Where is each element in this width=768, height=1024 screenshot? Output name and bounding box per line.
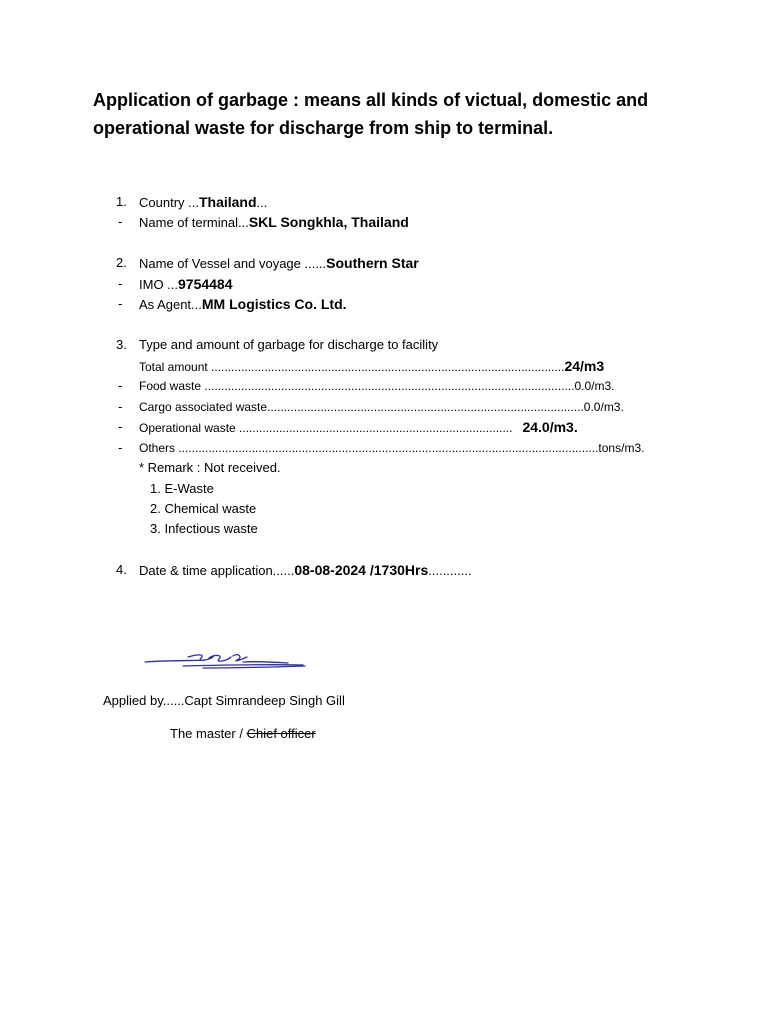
section-3-number: 3. (116, 337, 127, 352)
date-time-value: 08-08-2024 /1730Hrs (294, 562, 429, 578)
others-line: Others ..............................................................................................................................tons/m3. (139, 441, 645, 455)
dash-marker: - (118, 214, 123, 229)
signature-image (143, 648, 309, 674)
vessel-value: Southern Star (326, 255, 419, 271)
section-1-number: 1. (116, 194, 127, 209)
vessel-label: Name of Vessel and voyage ...... (139, 256, 327, 271)
operational-waste-label: Operational waste .................................................................................. (139, 421, 513, 435)
country-label: Country ... (139, 195, 199, 210)
master-label: The master / (170, 726, 247, 741)
remark-item: 3. Infectious waste (150, 521, 258, 536)
garbage-type-title: Type and amount of garbage for discharge to facility (139, 337, 439, 352)
operational-waste-value: 24.0/m3. (522, 419, 578, 435)
country-line (139, 193, 267, 212)
country-suffix: ... (256, 195, 268, 210)
total-amount-label: Total amount .......................................................................................................... (139, 360, 565, 374)
signatory-role (170, 725, 316, 743)
dash-marker: - (118, 419, 123, 434)
agent-value: MM Logistics Co. Ltd. (201, 296, 347, 312)
operational-waste-line (139, 418, 578, 437)
date-time-suffix: ............ (428, 563, 472, 578)
total-amount-value: 24/m3 (564, 358, 605, 374)
remark-text: * Remark : Not received. (139, 460, 281, 475)
dash-marker: - (118, 440, 123, 455)
vessel-line (139, 254, 419, 273)
country-value: Thailand (198, 194, 257, 210)
date-time-label: Date & time application...... (139, 563, 295, 578)
section-2-number: 2. (116, 255, 127, 270)
remark-item: 1. E-Waste (150, 481, 214, 496)
terminal-value: SKL Songkhla, Thailand (248, 214, 409, 230)
total-amount-line (139, 357, 604, 376)
food-waste-line: Food waste ...............................................................................................................0.0/m3. (139, 379, 615, 393)
chief-officer-struck: Chief officer (246, 726, 316, 741)
terminal-line (139, 213, 409, 232)
dash-marker: - (118, 276, 123, 291)
terminal-label: Name of terminal... (139, 215, 249, 230)
dash-marker: - (118, 296, 123, 311)
applied-by: Applied by......Capt Simrandeep Singh Gill (103, 693, 345, 708)
agent-label: As Agent... (139, 297, 202, 312)
remark-item: 2. Chemical waste (150, 501, 257, 516)
date-time-line (139, 561, 472, 580)
imo-line (139, 275, 233, 294)
imo-label: IMO ... (139, 277, 178, 292)
dash-marker: - (118, 399, 123, 414)
imo-value: 9754484 (178, 276, 233, 292)
section-4-number: 4. (116, 562, 127, 577)
agent-line (139, 295, 347, 314)
dash-marker: - (118, 378, 123, 393)
document-heading: Application of garbage : means all kinds of victual, domestic and operational waste for discharge from ship to terminal. (93, 90, 649, 138)
cargo-waste-line: Cargo associated waste...............................................................................................0.0/m3. (139, 400, 624, 414)
